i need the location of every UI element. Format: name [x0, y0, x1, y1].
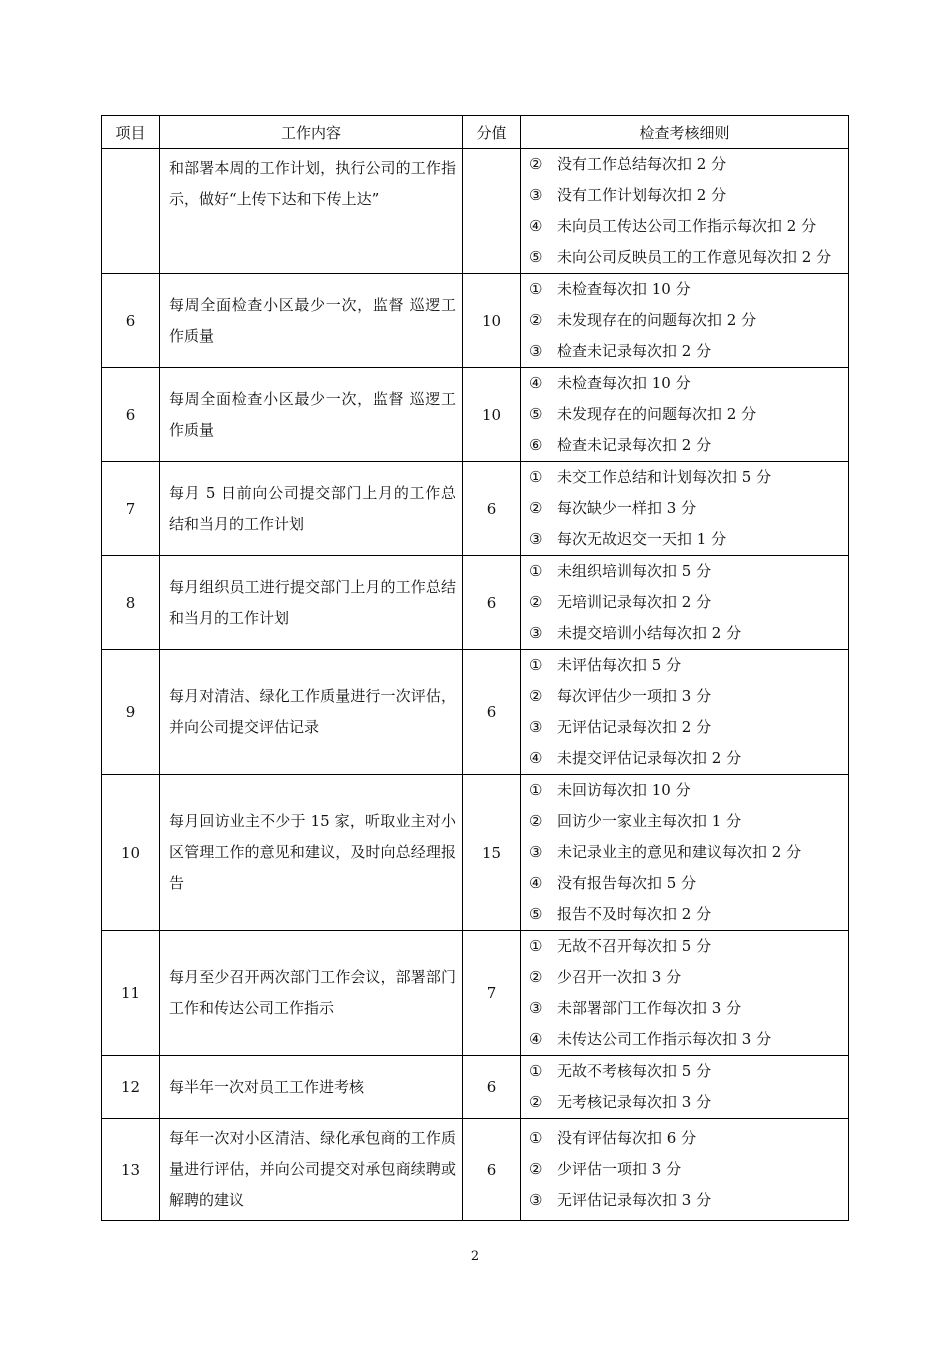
rule-item — [521, 524, 848, 555]
rule-text: 无故不召开每次扣 5 分 — [557, 937, 712, 955]
item-number: 9 — [102, 650, 160, 775]
rule-item — [521, 462, 848, 493]
item-number: 6 — [102, 368, 160, 462]
rule-marker: ② — [529, 155, 543, 173]
rule-text: 报告不及时每次扣 2 分 — [557, 905, 712, 923]
score-value: 6 — [463, 1056, 521, 1119]
rule-marker: ④ — [529, 1030, 543, 1048]
header-rules: 检查考核细则 — [521, 116, 849, 149]
rules-cell — [521, 149, 849, 274]
rule-text: 未传达公司工作指示每次扣 3 分 — [557, 1030, 772, 1048]
rule-marker: ① — [529, 1062, 543, 1080]
rule-marker: ② — [529, 1093, 543, 1111]
rule-text: 未组织培训每次扣 5 分 — [557, 562, 712, 580]
rules-cell — [521, 650, 849, 775]
rule-marker: ④ — [529, 217, 543, 235]
rule-marker: ③ — [529, 718, 543, 736]
work-content: 每月组织员工进行提交部门上月的工作总结和当月的工作计划 — [169, 577, 456, 627]
rule-text: 未交工作总结和计划每次扣 5 分 — [557, 468, 772, 486]
rule-item — [521, 1087, 848, 1118]
rules-cell — [521, 1056, 849, 1119]
rule-text: 未检查每次扣 10 分 — [557, 280, 691, 298]
work-content-cell — [160, 556, 463, 650]
rule-item — [521, 743, 848, 774]
rules-cell — [521, 368, 849, 462]
rule-text: 检查未记录每次扣 2 分 — [557, 436, 712, 454]
rule-item — [521, 712, 848, 743]
rule-item — [521, 1024, 848, 1055]
table-row — [102, 462, 849, 556]
rule-marker: ② — [529, 499, 543, 517]
score-value: 6 — [463, 1119, 521, 1221]
rule-text: 每次无故迟交一天扣 1 分 — [557, 530, 727, 548]
table-header-row — [102, 116, 849, 149]
rules-cell — [521, 462, 849, 556]
rule-marker: ③ — [529, 186, 543, 204]
rule-text: 少召开一次扣 3 分 — [557, 968, 682, 986]
rule-text: 无培训记录每次扣 2 分 — [557, 593, 712, 611]
rule-marker: ① — [529, 1129, 543, 1147]
work-content: 每年一次对小区清洁、绿化承包商的工作质量进行评估，并向公司提交对承包商续聘或解聘的建议 — [169, 1129, 456, 1209]
work-content-cell — [160, 650, 463, 775]
rule-item — [521, 211, 848, 242]
rule-item — [521, 931, 848, 962]
rule-item — [521, 149, 848, 180]
score-value: 6 — [463, 650, 521, 775]
item-number: 7 — [102, 462, 160, 556]
rules-cell — [521, 274, 849, 368]
rule-text: 未提交评估记录每次扣 2 分 — [557, 749, 742, 767]
rule-text: 未部署部门工作每次扣 3 分 — [557, 999, 742, 1017]
rule-marker: ② — [529, 968, 543, 986]
work-content: 每月回访业主不少于 15 家，听取业主对小区管理工作的意见和建议，及时向总经理报告 — [169, 812, 456, 892]
rule-marker: ① — [529, 280, 543, 298]
assessment-table — [101, 115, 849, 1221]
rule-item — [521, 587, 848, 618]
rule-marker: ③ — [529, 530, 543, 548]
rule-marker: ① — [529, 781, 543, 799]
page-number: 2 — [470, 1249, 480, 1264]
work-content-cell — [160, 149, 463, 274]
rule-text: 未发现存在的问题每次扣 2 分 — [557, 405, 757, 423]
rule-item — [521, 556, 848, 587]
rule-text: 未回访每次扣 10 分 — [557, 781, 691, 799]
rule-marker: ③ — [529, 843, 543, 861]
work-content: 每半年一次对员工工作进考核 — [169, 1077, 365, 1096]
rule-marker: ② — [529, 687, 543, 705]
table-row — [102, 931, 849, 1056]
rule-item — [521, 180, 848, 211]
rule-item — [521, 1123, 848, 1154]
rule-text: 无评估记录每次扣 3 分 — [557, 1191, 712, 1209]
item-number: 10 — [102, 775, 160, 931]
rule-item — [521, 336, 848, 367]
rule-text: 没有工作计划每次扣 2 分 — [557, 186, 727, 204]
table-row — [102, 274, 849, 368]
item-number: 13 — [102, 1119, 160, 1221]
rule-marker: ③ — [529, 1191, 543, 1209]
header-item: 项目 — [102, 116, 160, 149]
rule-text: 未检查每次扣 10 分 — [557, 374, 691, 392]
rule-item — [521, 368, 848, 399]
table-row — [102, 1119, 849, 1221]
rule-marker: ④ — [529, 374, 543, 392]
rule-item — [521, 962, 848, 993]
work-content: 每周全面检查小区最少一次，监督 巡逻工作质量 — [169, 295, 456, 345]
score-value — [463, 149, 521, 274]
rule-item — [521, 993, 848, 1024]
score-value: 10 — [463, 368, 521, 462]
rule-marker: ② — [529, 812, 543, 830]
work-content-cell — [160, 462, 463, 556]
rule-item — [521, 681, 848, 712]
rule-text: 未向员工传达公司工作指示每次扣 2 分 — [557, 217, 817, 235]
rule-marker: ③ — [529, 624, 543, 642]
work-content-cell — [160, 1119, 463, 1221]
rule-item — [521, 1154, 848, 1185]
rule-item — [521, 430, 848, 461]
rule-item — [521, 399, 848, 430]
rule-text: 未评估每次扣 5 分 — [557, 656, 682, 674]
rule-item — [521, 650, 848, 681]
work-content: 每月对清洁、绿化工作质量进行一次评估，并向公司提交评估记录 — [169, 687, 456, 736]
rule-item — [521, 775, 848, 806]
rule-item — [521, 618, 848, 649]
rule-marker: ② — [529, 1160, 543, 1178]
rule-marker: ⑤ — [529, 405, 543, 423]
rule-item — [521, 837, 848, 868]
rule-text: 没有报告每次扣 5 分 — [557, 874, 697, 892]
rule-item — [521, 806, 848, 837]
header-score: 分值 — [463, 116, 521, 149]
item-number: 12 — [102, 1056, 160, 1119]
header-content: 工作内容 — [160, 116, 463, 149]
work-content: 和部署本周的工作计划，执行公司的工作指示，做好“上传下达和下传上达” — [169, 159, 456, 208]
work-content: 每月至少召开两次部门工作会议，部署部门工作和传达公司工作指示 — [169, 968, 456, 1017]
table-row — [102, 368, 849, 462]
rule-marker: ⑥ — [529, 436, 543, 454]
item-number: 8 — [102, 556, 160, 650]
rule-item — [521, 868, 848, 899]
rule-text: 检查未记录每次扣 2 分 — [557, 342, 712, 360]
score-value: 15 — [463, 775, 521, 931]
score-value: 7 — [463, 931, 521, 1056]
rule-marker: ③ — [529, 999, 543, 1017]
rule-text: 没有评估每次扣 6 分 — [557, 1129, 697, 1147]
rule-item — [521, 493, 848, 524]
rule-marker: ① — [529, 562, 543, 580]
work-content-cell — [160, 274, 463, 368]
score-value: 10 — [463, 274, 521, 368]
rules-cell — [521, 775, 849, 931]
rule-marker: ③ — [529, 342, 543, 360]
rule-text: 回访少一家业主每次扣 1 分 — [557, 812, 742, 830]
work-content-cell — [160, 931, 463, 1056]
rule-item — [521, 242, 848, 273]
rule-text: 每次缺少一样扣 3 分 — [557, 499, 697, 517]
rules-cell — [521, 556, 849, 650]
rule-marker: ⑤ — [529, 905, 543, 923]
item-number: 11 — [102, 931, 160, 1056]
table-row — [102, 775, 849, 931]
rule-marker: ④ — [529, 874, 543, 892]
rule-item — [521, 305, 848, 336]
rule-text: 无故不考核每次扣 5 分 — [557, 1062, 712, 1080]
rule-marker: ① — [529, 656, 543, 674]
rule-text: 没有工作总结每次扣 2 分 — [557, 155, 727, 173]
rules-cell — [521, 931, 849, 1056]
rule-text: 未记录业主的意见和建议每次扣 2 分 — [557, 843, 802, 861]
rule-text: 无评估记录每次扣 2 分 — [557, 718, 712, 736]
table-row — [102, 1056, 849, 1119]
work-content-cell — [160, 1056, 463, 1119]
rule-marker: ① — [529, 937, 543, 955]
rule-item — [521, 1056, 848, 1087]
rule-text: 少评估一项扣 3 分 — [557, 1160, 682, 1178]
rule-marker: ① — [529, 468, 543, 486]
rule-item — [521, 899, 848, 930]
rule-text: 未发现存在的问题每次扣 2 分 — [557, 311, 757, 329]
rule-item — [521, 1185, 848, 1216]
work-content: 每月 5 日前向公司提交部门上月的工作总结和当月的工作计划 — [169, 483, 456, 533]
rule-text: 每次评估少一项扣 3 分 — [557, 687, 712, 705]
score-value: 6 — [463, 462, 521, 556]
rule-marker: ② — [529, 593, 543, 611]
item-number — [102, 149, 160, 274]
rule-text: 未向公司反映员工的工作意见每次扣 2 分 — [557, 248, 832, 266]
table-row — [102, 650, 849, 775]
item-number: 6 — [102, 274, 160, 368]
rules-cell — [521, 1119, 849, 1221]
rule-marker: ② — [529, 311, 543, 329]
rule-marker: ⑤ — [529, 248, 543, 266]
table-row — [102, 149, 849, 274]
rule-text: 无考核记录每次扣 3 分 — [557, 1093, 712, 1111]
table-body — [102, 149, 849, 1221]
rule-marker: ④ — [529, 749, 543, 767]
work-content-cell — [160, 368, 463, 462]
work-content: 每周全面检查小区最少一次，监督 巡逻工作质量 — [169, 389, 456, 439]
table-row — [102, 556, 849, 650]
rule-text: 未提交培训小结每次扣 2 分 — [557, 624, 742, 642]
work-content-cell — [160, 775, 463, 931]
rule-item — [521, 274, 848, 305]
score-value: 6 — [463, 556, 521, 650]
